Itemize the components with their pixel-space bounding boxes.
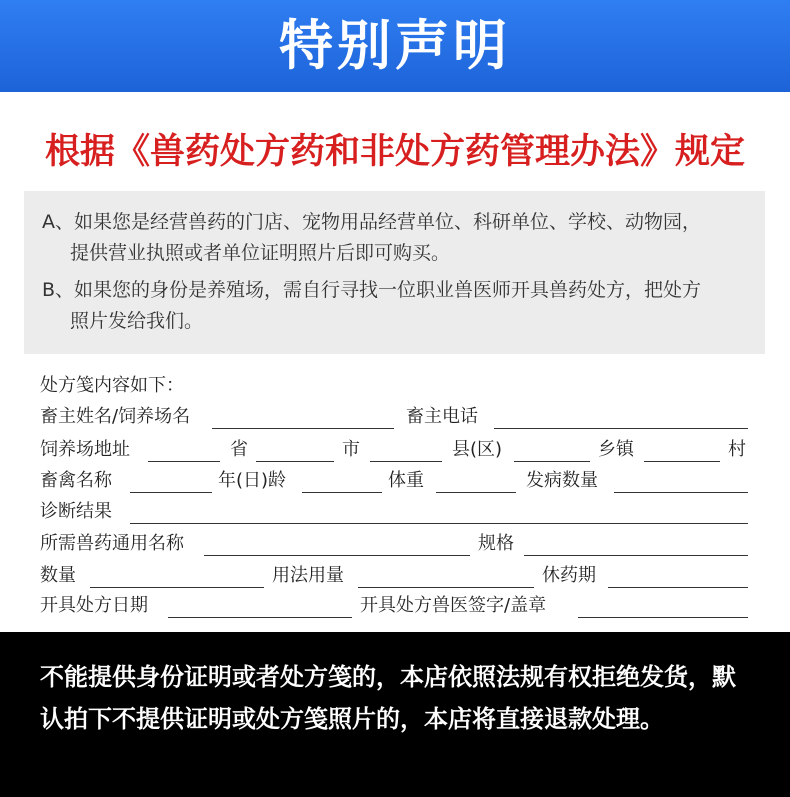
animal-name-label: 畜禽名称 xyxy=(40,470,112,491)
notice-item-b-line1: B、如果您的身份是养殖场，需自行寻找一位职业兽医师开具兽药处方，把处方 xyxy=(42,279,702,301)
province-label: 省 xyxy=(230,439,248,460)
diagnosis-label: 诊断结果 xyxy=(40,501,112,522)
banner-title: 特别声明 xyxy=(279,14,511,77)
withdrawal-field[interactable] xyxy=(608,587,748,588)
form-row-owner xyxy=(40,403,750,431)
animal-name-field[interactable] xyxy=(130,492,212,493)
age-field[interactable] xyxy=(302,492,382,493)
village-label: 村 xyxy=(728,439,746,460)
footer-warning-text: 不能提供身份证明或者处方笺的，本店依照法规有权拒绝发货，默认拍下不提供证明或处方笺照片的，本店将直接退款处理。 xyxy=(40,663,736,733)
footer-warning xyxy=(0,632,790,797)
owner-phone-field[interactable] xyxy=(494,428,748,429)
dosage-label: 用法用量 xyxy=(272,565,344,586)
form-row-diagnosis xyxy=(40,498,750,526)
withdrawal-label: 休药期 xyxy=(542,565,596,586)
regulation-subtitle: 根据《兽药处方药和非处方药管理办法》规定 xyxy=(44,132,745,172)
owner-phone-label: 畜主电话 xyxy=(406,406,478,427)
diagnosis-field[interactable] xyxy=(130,523,748,524)
village-field[interactable] xyxy=(644,461,720,462)
dosage-field[interactable] xyxy=(358,587,534,588)
notice-item-a-line1: A、如果您是经营兽药的门店、宠物用品经营单位、科研单位、学校、动物园， xyxy=(42,211,701,233)
disease-count-label: 发病数量 xyxy=(526,470,598,491)
age-label: 年(日)龄 xyxy=(218,470,287,491)
weight-label: 体重 xyxy=(388,470,424,491)
farm-address-label: 饲养场地址 xyxy=(40,439,130,460)
issue-date-field[interactable] xyxy=(168,617,352,618)
vet-signature-field[interactable] xyxy=(578,617,748,618)
disease-count-field[interactable] xyxy=(614,492,748,493)
county-field[interactable] xyxy=(370,461,442,462)
owner-name-label: 畜主姓名/饲养场名 xyxy=(40,406,191,427)
form-heading-row xyxy=(40,372,750,400)
form-row-drug xyxy=(40,530,750,558)
form-row-dosage xyxy=(40,562,750,590)
weight-field[interactable] xyxy=(436,492,516,493)
form-row-issue xyxy=(40,592,750,620)
banner xyxy=(0,0,790,92)
issue-date-label: 开具处方日期 xyxy=(40,595,148,616)
spec-field[interactable] xyxy=(524,555,748,556)
county-label: 县(区) xyxy=(452,439,503,460)
notice-box xyxy=(24,191,765,354)
drug-name-field[interactable] xyxy=(204,555,470,556)
form-heading: 处方笺内容如下： xyxy=(40,375,184,396)
form-row-animal xyxy=(40,467,750,495)
town-label: 乡镇 xyxy=(598,439,634,460)
quantity-field[interactable] xyxy=(90,587,264,588)
owner-name-field[interactable] xyxy=(212,428,394,429)
city-label: 市 xyxy=(342,439,360,460)
vet-signature-label: 开具处方兽医签字/盖章 xyxy=(360,595,547,616)
spec-label: 规格 xyxy=(478,533,514,554)
form-row-address xyxy=(40,436,750,464)
city-field[interactable] xyxy=(256,461,334,462)
drug-name-label: 所需兽药通用名称 xyxy=(40,533,184,554)
notice-item-a-line2: 提供营业执照或者单位证明照片后即可购买。 xyxy=(70,242,451,264)
town-field[interactable] xyxy=(514,461,590,462)
notice-item-b-line2: 照片发给我们。 xyxy=(70,310,204,332)
province-field[interactable] xyxy=(148,461,220,462)
quantity-label: 数量 xyxy=(40,565,76,586)
